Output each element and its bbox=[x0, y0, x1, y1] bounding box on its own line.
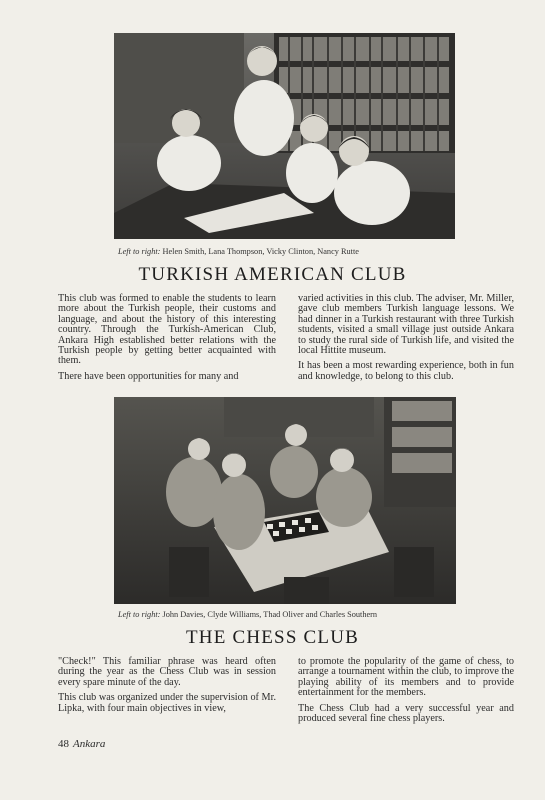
caption-names: Helen Smith, Lana Thompson, Vicky Clinton, Nancy Rutte bbox=[162, 247, 359, 256]
chess-club-caption bbox=[118, 610, 377, 619]
chess-club-headline: THE CHESS CLUB bbox=[185, 627, 360, 648]
chess-club-column-right bbox=[298, 657, 514, 729]
turkish-club-headline: TURKISH AMERICAN CLUB bbox=[138, 264, 407, 285]
turkish-club-caption bbox=[118, 247, 359, 256]
turkish-club-column-right bbox=[298, 294, 514, 387]
caption-lead: Left to right: bbox=[118, 610, 161, 619]
publication-name: Ankara bbox=[73, 738, 106, 750]
turkish-club-photo bbox=[114, 33, 455, 239]
chess-club-photo-art bbox=[114, 397, 456, 604]
paragraph: The Chess Club had a very successful year and produced several fine chess players. bbox=[298, 702, 514, 725]
paragraph: varied activities in this club. The adviser, Mr. Miller, gave club members Turkish language lessons. We had dinner in a Turkish restaurant with three Turkish students, visited a small village just outside Ankara to study the rural side of Turkish life, and visited the local Hittite museum. bbox=[298, 293, 514, 357]
paragraph: It has been a most rewarding experience, both in fun and knowledge, to belong to this club. bbox=[298, 360, 514, 382]
turkish-club-photo-art bbox=[114, 33, 455, 239]
chess-club-column-left bbox=[58, 657, 276, 719]
caption-names: John Davies, Clyde Williams, Thad Oliver and Charles Southern bbox=[162, 610, 378, 619]
paragraph: This club was organized under the supervision of Mr. Lipka, with four main objectives in view, bbox=[58, 692, 276, 714]
turkish-club-column-left bbox=[58, 294, 276, 387]
paragraph: "Check!" This familiar phrase was heard often during the year as the Chess Club was in session every spare minute of the day. bbox=[58, 656, 276, 688]
paragraph: There have been opportunities for many and bbox=[58, 370, 239, 382]
caption-lead: Left to right: bbox=[118, 247, 161, 256]
page-folio bbox=[58, 738, 105, 750]
page-number: 48 bbox=[58, 738, 69, 750]
paragraph: to promote the popularity of the game of chess, to arrange a tournament within the club, to improve the playing ability of its members and to provide entertainment for the members. bbox=[298, 656, 514, 699]
paragraph: This club was formed to enable the students to learn more about the Turkish people, their customs and language, and about the history of this interesting country. Through the Turkish-American Club, Ankara High established better relations with the Turkish people by getting better acquainted with them. bbox=[58, 293, 276, 367]
chess-club-photo bbox=[114, 397, 456, 604]
